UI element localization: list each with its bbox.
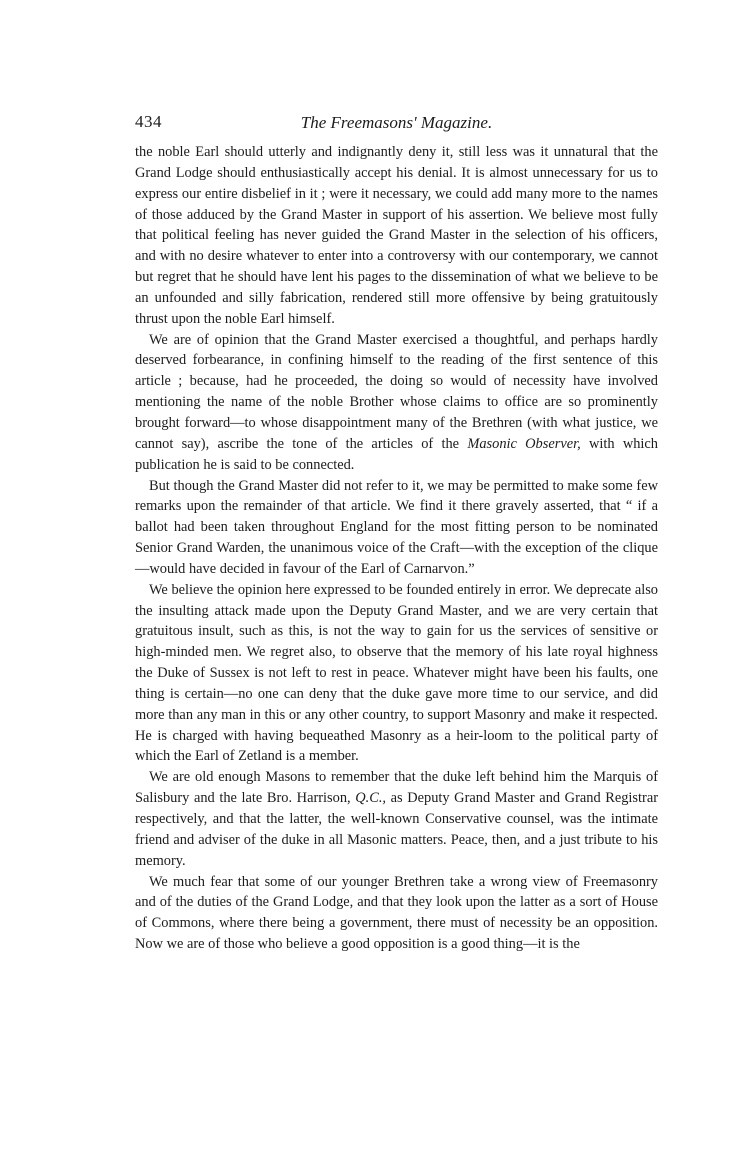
italic-text: Masonic Observer, xyxy=(467,435,581,452)
page-header xyxy=(135,112,658,138)
italic-text: Q.C., xyxy=(355,790,387,807)
paragraph xyxy=(135,476,658,580)
article-body xyxy=(135,142,658,955)
page-number: 434 xyxy=(135,112,162,131)
paragraph-text: with which publication he is said to be connected. xyxy=(135,435,658,473)
running-title: The Freemasons' Magazine. xyxy=(300,113,493,132)
paragraph xyxy=(135,142,658,330)
paragraph xyxy=(135,872,658,955)
paragraph xyxy=(135,330,658,476)
paragraph-text: We much fear that some of our younger Brethren take a wrong view of Freemasonry and of the duties of the Grand Lodge, and that they look upon the latter as a sort of House of Commons, where there being a government, there must of necessity be an opposition. Now we are of those who believe a good opposition is a good thing—it is the xyxy=(135,873,658,953)
paragraph-text: We are old enough Masons to remember that the duke left behind him the Marquis of Salisbury and the late Bro. Harrison, xyxy=(135,769,658,807)
paragraph xyxy=(135,580,658,768)
paragraph-text: We are of opinion that the Grand Master exercised a thoughtful, and perhaps hardly deserved forbearance, in confining himself to the reading of the first sentence of this article ; because, had he proceeded, the doing so would of necessity have involved mentioning the name of the noble Brother whose claims to office are so prominently brought forward—to whose disappointment many of the Brethren (with what justice, we cannot say), ascribe the tone of the articles of the xyxy=(135,331,658,452)
paragraph-text: as Deputy Grand Master and Grand Registrar respectively, and that the latter, the well-known Conservative counsel, was the intimate friend and adviser of the duke in all Masonic matters. Peace, then, and a just tribute to his memory. xyxy=(135,790,658,869)
paragraph-text: the noble Earl should utterly and indignantly deny it, still less was it unnatural that the Grand Lodge should enthusiastically accept his denial. It is almost unnecessary for us to express our entire disbelief in it ; were it necessary, we could add many more to the names of those adduced by the Grand Master in support of his assertion. We believe most fully that political feeling has never guided the Grand Master in the selection of his officers, and with no desire whatever to enter into a controversy with our contemporary, we cannot but regret that he should have lent his pages to the dissemination of what we believe to be an unfounded and silly fabrication, rendered still more offensive by being gratuitously thrust upon the noble Earl himself. xyxy=(135,144,658,327)
paragraph-text: But though the Grand Master did not refer to it, we may be permitted to make some few remarks upon the remainder of that article. We find it there gravely asserted, that “ if a ballot had been taken throughout England for the most fitting person to be nominated Senior Grand Warden, the unanimous voice of the Craft—with the exception of the clique—would have decided in favour of the Earl of Carnarvon.” xyxy=(135,477,658,577)
paragraph xyxy=(135,767,658,871)
paragraph-text: We believe the opinion here expressed to be founded entirely in error. We deprecate also the insulting attack made upon the Deputy Grand Master, and we are very certain that gratuitous insult, such as this, is not the way to gain for us the services of sensitive or high-minded men. We regret also, to observe that the memory of his late royal highness the Duke of Sussex is not left to rest in peace. Whatever might have been his faults, one thing is certain—no one can deny that the duke gave more time to our service, and did more than any man in this or any other country, to support Masonry and make it respected. He is charged with having bequeathed Masonry as a heir-loom to the political party of which the Earl of Zetland is a member. xyxy=(135,581,658,765)
